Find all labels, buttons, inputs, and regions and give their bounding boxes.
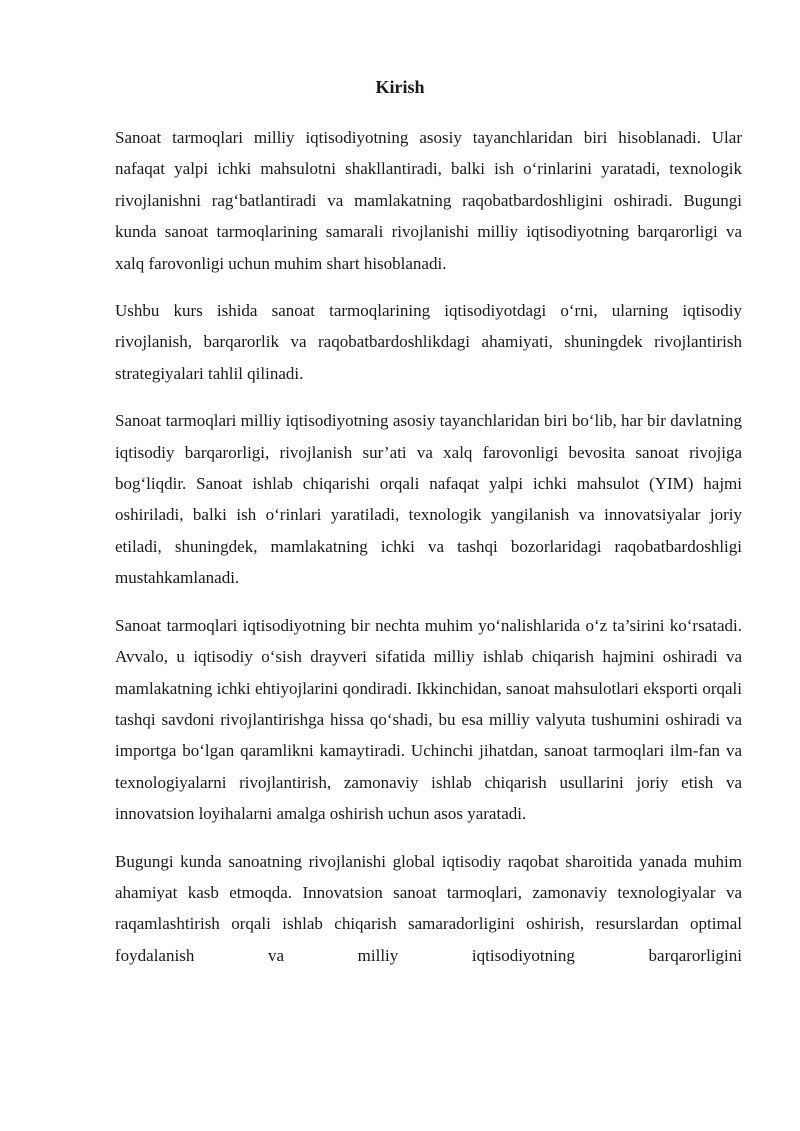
paragraph-5: Bugungi kunda sanoatning rivojlanishi global iqtisodiy raqobat sharoitida yanada muhim ahamiyat kasb etmoqda. Innovatsion sanoat tarmoqlari, zamonaviy texnologiyalar va raqamlashtirish orqali ishlab chiqarish samaradorligini oshirish, resurslardan optimal foydalanish va milliy iqtisodiyotning barqarorligini <box>115 851 742 965</box>
page-title: Kirish <box>375 77 425 97</box>
paragraph-3: Sanoat tarmoqlari milliy iqtisodiyotning asosiy tayanchlaridan biri bo‘lib, har bir davlatning iqtisodiy barqarorligi, rivojlanish sur’ati va xalq farovonligi bevosita sanoat rivojiga bog‘liqdir. Sanoat ishlab chiqarishi orqali nafaqat yalpi ichki mahsulot (YIM) hajmi oshiriladi, balki ish o‘rinlari yaratiladi, texnologik yangilanish va innovatsiyalar joriy etiladi, shuningdek, mamlakatning ichki va tashqi bozorlaridagi raqobatbardoshligi mustahkamlanadi. <box>115 411 742 588</box>
document-body <box>115 122 742 971</box>
paragraph-2: Ushbu kurs ishida sanoat tarmoqlarining iqtisodiyotdagi o‘rni, ularning iqtisodiy rivojlanish, barqarorlik va raqobatbardoshlikdagi ahamiyati, shuningdek rivojlantirish strategiyalari tahlil qilinadi. <box>115 301 742 383</box>
paragraph-1: Sanoat tarmoqlari milliy iqtisodiyotning asosiy tayanchlaridan biri hisoblanadi. Ular nafaqat yalpi ichki mahsulotni shakllantiradi, balki ish o‘rinlarini yaratadi, texnologik rivojlanishni rag‘batlantiradi va mamlakatning raqobatbardoshligini oshiradi. Bugungi kunda sanoat tarmoqlarining samarali rivojlanishi milliy iqtisodiyotning barqarorligi va xalq farovonligi uchun muhim shart hisoblanadi. <box>115 128 742 273</box>
paragraph-4: Sanoat tarmoqlari iqtisodiyotning bir nechta muhim yo‘nalishlarida o‘z ta’sirini ko‘rsatadi. Avvalo, u iqtisodiy o‘sish drayveri sifatida milliy ishlab chiqarish hajmini oshiradi va mamlakatning ichki ehtiyojlarini qondiradi. Ikkinchidan, sanoat mahsulotlari eksporti orqali tashqi savdoni rivojlantirishga hissa qo‘shadi, bu esa milliy valyuta tushumini oshiradi va importga bo‘lgan qaramlikni kamaytiradi. Uchinchi jihatdan, sanoat tarmoqlari ilm-fan va texnologiyalarni rivojlantirish, zamonaviy ishlab chiqarish usullarini joriy etish va innovatsion loyihalarni amalga oshirish uchun asos yaratadi. <box>115 615 742 824</box>
